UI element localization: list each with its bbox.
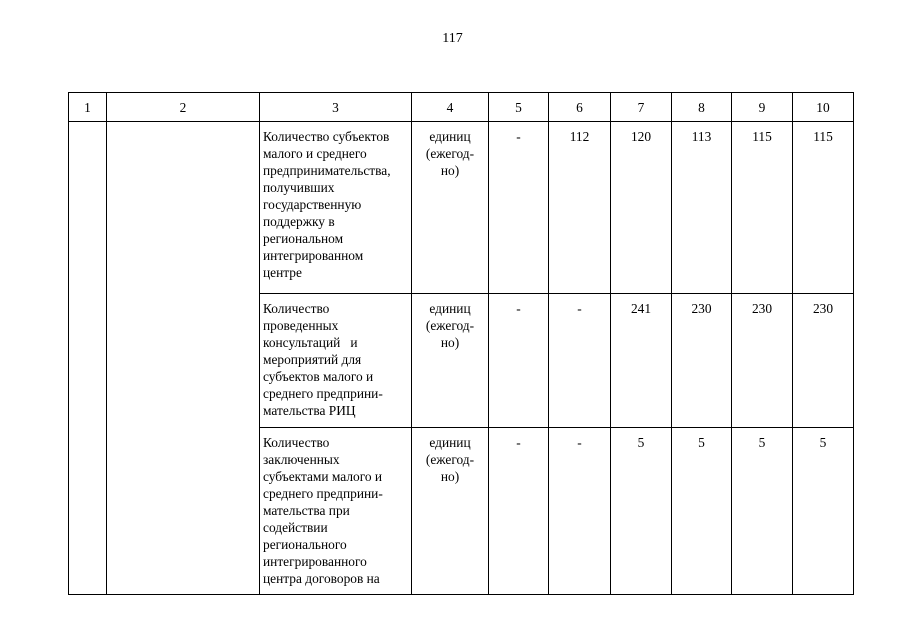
description-line: содействии bbox=[263, 520, 328, 535]
description-line: субъектами малого и bbox=[263, 469, 383, 484]
indicator-description bbox=[260, 428, 412, 595]
header-cell: 1 bbox=[69, 93, 107, 122]
unit-line: (ежегод- bbox=[425, 452, 475, 467]
unit-line: единиц bbox=[429, 301, 471, 316]
description-line: предпринимательства, bbox=[263, 163, 391, 178]
description-line: поддержку в bbox=[263, 214, 335, 229]
value-cell: 5 bbox=[672, 428, 732, 595]
value-cell: - bbox=[549, 428, 611, 595]
merged-cell-col1 bbox=[69, 122, 107, 595]
description-line: заключенных bbox=[263, 452, 340, 467]
unit-line: но) bbox=[440, 163, 460, 178]
indicator-description bbox=[260, 122, 412, 294]
value-cell: 115 bbox=[793, 122, 854, 294]
header-cell: 8 bbox=[672, 93, 732, 122]
unit-line: но) bbox=[440, 335, 460, 350]
description-line: центра договоров на bbox=[263, 571, 380, 586]
header-cell: 2 bbox=[107, 93, 260, 122]
value-cell: 241 bbox=[611, 294, 672, 428]
value-cell: 115 bbox=[732, 122, 793, 294]
header-cell: 7 bbox=[611, 93, 672, 122]
indicator-description bbox=[260, 294, 412, 428]
unit-line: но) bbox=[440, 469, 460, 484]
value-cell: 5 bbox=[611, 428, 672, 595]
description-line: региональном bbox=[263, 231, 344, 246]
header-cell: 4 bbox=[412, 93, 489, 122]
indicators-table bbox=[68, 92, 854, 595]
value-cell: 230 bbox=[732, 294, 793, 428]
header-cell: 9 bbox=[732, 93, 793, 122]
value-cell: - bbox=[489, 122, 549, 294]
description-line: среднего предприни- bbox=[263, 486, 383, 501]
description-line: мательства при bbox=[263, 503, 350, 518]
value-cell: 120 bbox=[611, 122, 672, 294]
description-line: Количество bbox=[263, 435, 330, 450]
header-cell: 3 bbox=[260, 93, 412, 122]
unit-cell bbox=[412, 294, 489, 428]
value-cell: 112 bbox=[549, 122, 611, 294]
table-row bbox=[69, 122, 854, 294]
unit-cell bbox=[412, 428, 489, 595]
description-line: регионального bbox=[263, 537, 347, 552]
value-cell: - bbox=[549, 294, 611, 428]
description-line: среднего предприни- bbox=[263, 386, 383, 401]
page-number: 117 bbox=[442, 31, 463, 46]
value-cell: 113 bbox=[672, 122, 732, 294]
header-cell: 5 bbox=[489, 93, 549, 122]
unit-line: единиц bbox=[429, 129, 471, 144]
description-line: интегрированного bbox=[263, 554, 367, 569]
description-line: центре bbox=[263, 265, 302, 280]
value-cell: 230 bbox=[672, 294, 732, 428]
value-cell: 230 bbox=[793, 294, 854, 428]
description-line: проведенных bbox=[263, 318, 339, 333]
value-cell: - bbox=[489, 294, 549, 428]
unit-line: (ежегод- bbox=[425, 146, 475, 161]
header-cell: 6 bbox=[549, 93, 611, 122]
header-cell: 10 bbox=[793, 93, 854, 122]
description-line: мательства РИЦ bbox=[263, 403, 356, 418]
value-cell: 5 bbox=[793, 428, 854, 595]
description-line: субъектов малого и bbox=[263, 369, 374, 384]
description-line: государственную bbox=[263, 197, 362, 212]
unit-line: (ежегод- bbox=[425, 318, 475, 333]
description-line: малого и среднего bbox=[263, 146, 367, 161]
description-line: мероприятий для bbox=[263, 352, 362, 367]
value-cell: - bbox=[489, 428, 549, 595]
table-header-row bbox=[69, 93, 854, 122]
unit-cell bbox=[412, 122, 489, 294]
description-line: получивших bbox=[263, 180, 335, 195]
description-line: консультаций и bbox=[263, 335, 358, 350]
description-line: интегрированном bbox=[263, 248, 364, 263]
merged-cell-col2 bbox=[107, 122, 260, 595]
description-line: Количество субъектов bbox=[263, 129, 390, 144]
description-line: Количество bbox=[263, 301, 330, 316]
unit-line: единиц bbox=[429, 435, 471, 450]
value-cell: 5 bbox=[732, 428, 793, 595]
